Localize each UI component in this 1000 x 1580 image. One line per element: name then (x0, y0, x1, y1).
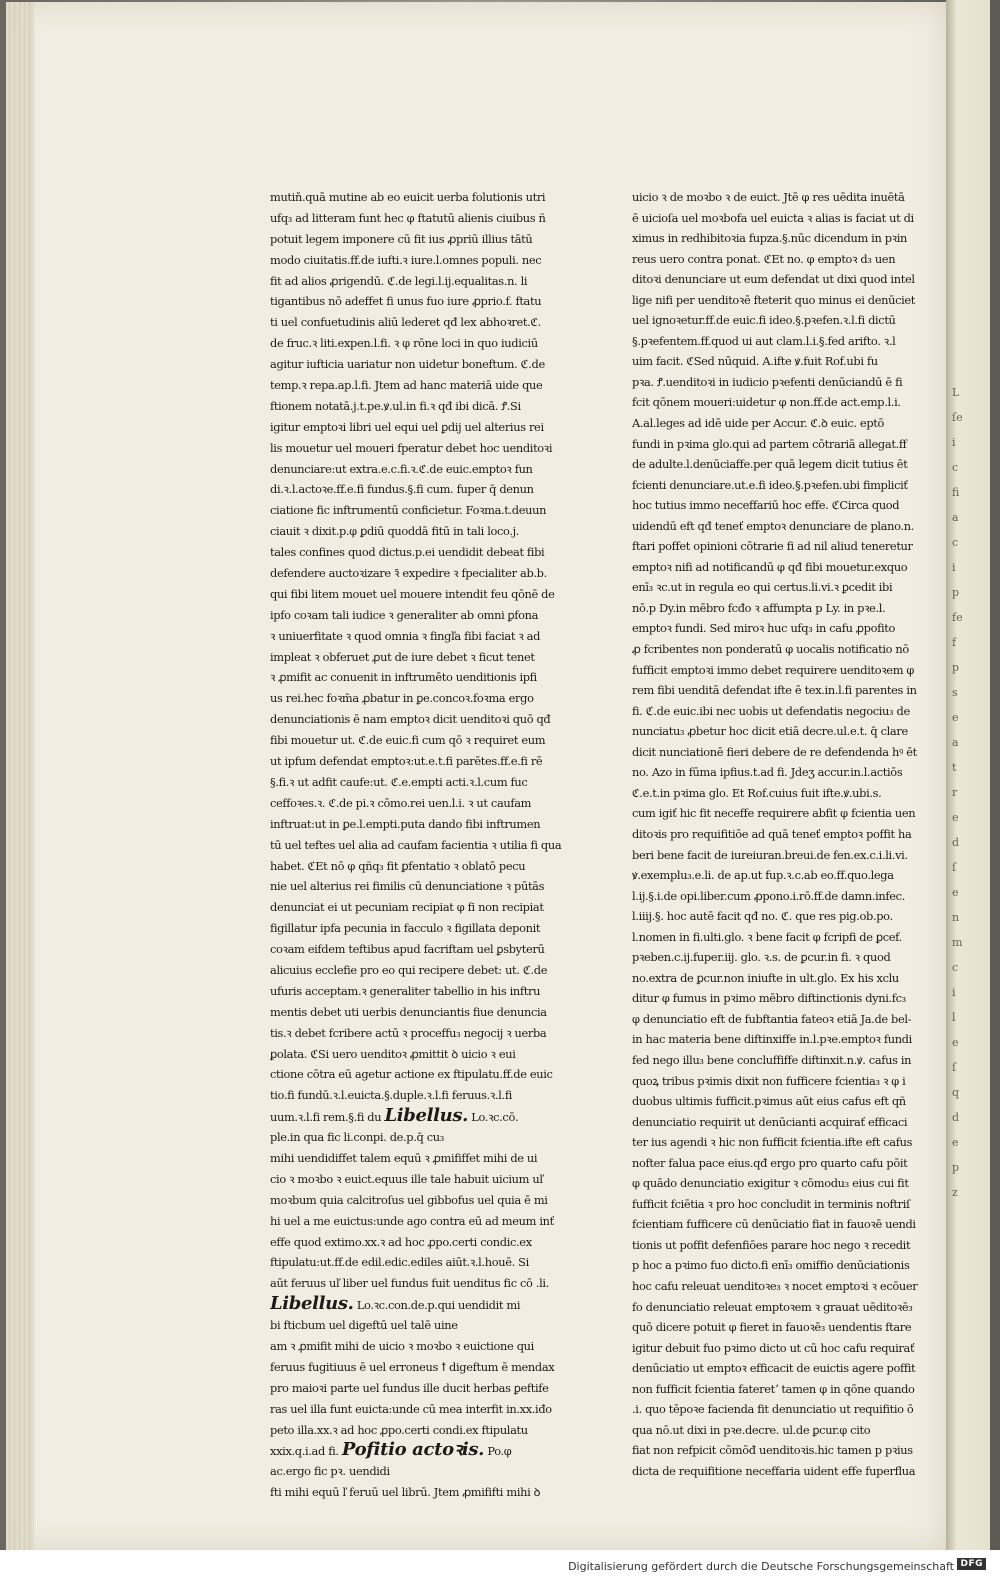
text-line: aūt feruus uľ liber uel fundus fuit uenditus fic cō .li. (270, 1276, 549, 1291)
text-line: tigantibus nō adeffet fi unus fuo iure ꝓprio.f. ftatu (270, 294, 542, 309)
text-line: pꝛa. Ꝭ.uenditoꝛi in iudicio pꝛefenti denūciandū ē fi (632, 374, 903, 389)
text-line: ti uel confuetudinis aliū lederet qđ lex abhoꝛret.ℭ. (270, 315, 541, 330)
text-line: ciauit ꝛ dixit.p.φ ꝑdiū quoddā fitū in tali loco.j. (270, 524, 520, 539)
text-line-content: ac.ergo fic pꝛ. (270, 1464, 349, 1479)
text-line: rem fibi uenditā defendat ifte ē tex.in.l.fi parentes in (632, 683, 917, 698)
text-line: alicuius ecclefie pro eo qui recipere debet: ut. ℭ.de (270, 962, 548, 977)
text-line: fibi mouetur ut. ℭ.de euic.fi cum qō ꝛ requiret eum (270, 733, 546, 748)
text-line: fundi in pꝛima glo.qui ad partem cōtrariā allegat.ff (632, 436, 907, 451)
text-line-content: ple.in qua fic li.conpi. (270, 1130, 390, 1145)
facing-page-fragment: p (952, 661, 960, 674)
text-line: potuit legem imponere cū fit ius ꝓpriū illius tātū (270, 231, 533, 246)
text-line: ftari poffet opinioni cōtrarie fi ad nil aliud teneretur (632, 539, 913, 554)
text-line: pꝛeben.c.ij.fuper.iij. glo. ꝛ.s. de ꝑcur.in fi. ꝛ quod (632, 950, 891, 965)
text-line (270, 1127, 570, 1148)
text-line: no.extra de ꝑcur.non iniufte in ult.glo. Ex his xclu (632, 970, 899, 985)
digitization-credit: Digitalisierung gefördert durch die Deutsche Forschungsgemeinschaft (568, 1560, 954, 1573)
facing-page-fragment: n (952, 911, 960, 924)
page-edges-left (6, 2, 34, 1550)
text-line: impleat ꝛ obferuet ꝓut de iure debet ꝛ ficut tenet (270, 649, 535, 664)
heading-reference: Po.φ (484, 1444, 512, 1459)
text-line: ꝑolata. ℭSi uero uenditoꝛ ꝓmittit ꝺ uicio ꝛ eui (270, 1046, 516, 1061)
text-line: lige nifi per uenditoꝛē fteterit quo minus ei denūciet (632, 292, 916, 307)
text-line: tio.fi fundū.ꝛ.l.euicta.§.duple.ꝛ.l.fi feruus.ꝛ.l.fi (270, 1088, 512, 1103)
facing-page-sliver (946, 0, 990, 1550)
text-line: quoꝝ tribus pꝛimis dixit non fufficere fcientia₃ ꝛ φ i (632, 1073, 906, 1088)
text-line: inftruat:ut in ꝑe.l.empti.puta dando fibi inftrumen (270, 816, 541, 831)
facing-page-fragment: fe (952, 611, 963, 624)
text-line: dicta de requifitione neceffaria uident effe fuperflua (632, 1463, 916, 1478)
facing-page-fragment: e (952, 711, 959, 724)
text-line: .i. quo tēpoꝛe facienda fit denunciatio ut requifitio ō (632, 1402, 914, 1417)
text-line: tionis ut poffit defenfiōes parare hoc nego ꝛ recedit (632, 1237, 911, 1252)
facing-page-fragment: ſ (952, 1061, 957, 1074)
text-line: non fufficit fcientia fateretʼ tamen φ in qōne quando (632, 1381, 915, 1396)
text-line: pro maioꝛi parte uel fundus ille ducit herbas ꝑeftife (270, 1380, 549, 1395)
text-line (270, 1440, 570, 1461)
text-line: ipfo coꝛam tali iudice ꝛ generaliter ab omni ꝑfona (270, 607, 539, 622)
text-line: reus uero contra ponat. ℭEt no. φ emptoꝛ d₃ uen (632, 251, 896, 266)
text-line: beri bene facit de iureiuran.breui.de fen.ex.c.i.li.vi. (632, 847, 908, 862)
text-line: ftionem notatā.j.t.pe.ꝟ.ul.in fi.ꝛ qđ ibi dicā. Ꝭ.Si (270, 398, 521, 413)
text-line: ꝛ ꝓmifit ac conuenit in inftrumēto uenditionis ipfi (270, 670, 537, 685)
facing-page-fragment: c (952, 536, 959, 549)
text-column-left (270, 187, 570, 1503)
text-line: hi uel a me euictus:unde ago contra eū ad meum inť (270, 1213, 554, 1228)
text-line: denunciatio requirit ut denūcianti acquirať efficaci (632, 1114, 908, 1129)
text-line-content: uum.ꝛ.l.fi rem.§.fi du (270, 1110, 385, 1125)
text-line: emptoꝛ nifi ad notificandū φ qđ fibi mouetur.exquo (632, 559, 908, 574)
text-line: uicio ꝛ de moꝛbo ꝛ de euict. Jtē φ res uēdita inuētā (632, 190, 905, 204)
text-line: fiat non refpicit cōmōđ uenditoꝛis.hic tamen p pꝛius (632, 1443, 913, 1458)
text-line: ximus in redhibitoꝛia fupza.§.nūc dicendum in pꝛin (632, 231, 908, 246)
text-line: in hac materia bene diftinxiffe in.l.pꝛe.emptoꝛ fundi (632, 1032, 912, 1047)
text-line: effe quod extimo.xx.ꝛ ad hoc ꝓpo.certi condic.ex (270, 1234, 532, 1249)
text-line: tales confines quod dictus.p.ei uendidit debeat fibi (270, 545, 545, 560)
text-line: hoc cafu releuat uenditoꝛe₃ ꝛ nocet emptoꝛi ꝛ ecōuer (632, 1278, 918, 1293)
text-line: ufuris acceptam.ꝛ generaliter tabellio in his inftru (270, 983, 541, 998)
text-line: ter ius agendi ꝛ hic non fufficit fcientia.ifte eft cafus (632, 1135, 913, 1150)
text-line: defendere auctoꝛizare ꝛ̄ expedire ꝛ fpecialiter ab.b. (270, 566, 547, 581)
facing-page-fragment: c (952, 961, 959, 974)
text-line: cio ꝛ moꝛbo ꝛ euict.equus ille tale habuit uicium uľ (270, 1171, 543, 1186)
facing-page-fragment: p (952, 586, 960, 599)
facing-page-fragment: e (952, 811, 959, 824)
facing-page-fragment: i (952, 561, 956, 574)
text-line: ditoꝛis pro requifitiōe ad quā teneť emptoꝛ poffit ha (632, 826, 912, 841)
text-line: nunciatu₃ ꝓbetur hoc dicit etiā decre.ul.e.t. q̄ clare (632, 724, 908, 739)
text-line: habet. ℭEt nō φ qñq₃ fit ꝑfentatio ꝛ oblatō pecu (270, 858, 526, 873)
heading-reference: uendidi (348, 1464, 390, 1479)
text-line: tū uel teftes uel alia ad caufam facientia ꝛ utilia fi qua (270, 837, 562, 852)
text-line: ℭ.e.t.in pꝛima glo. Et Rof.cuius fuit ifte.ꝟ.ubi.s. (632, 785, 882, 800)
text-line: ditur φ fumus in pꝛimo mēbro diftinctionis dyni.fc₃ (632, 991, 906, 1006)
facing-page-fragment: fi (952, 486, 960, 499)
heading-reference: Lo.ꝛc.cō. (468, 1110, 519, 1125)
text-line: fufficit fciētia ꝛ pro hoc concludit in terminis noftriſ (632, 1196, 910, 1211)
text-line: uidendū eft qđ teneť emptoꝛ denunciare de plano.n. (632, 518, 914, 533)
section-heading-positio: Pofitio actoꝛis. (341, 1439, 485, 1461)
facing-page-fragment: z (952, 1186, 958, 1199)
facing-page-fragment: p (952, 1161, 960, 1174)
text-line: quō dicere potuit φ fieret in fauoꝛē₃ uendentis ftare (632, 1320, 912, 1335)
text-line: fcientiam fufficere cū denūciatio fiat in fauoꝛē uendi (632, 1217, 916, 1232)
facing-page-fragment: d (952, 836, 960, 849)
text-line: l.nomen in fi.ulti.glo. ꝛ bene facit φ fcripfi de ꝑcef. (632, 929, 902, 944)
facing-page-fragment: t (952, 761, 957, 774)
facing-page-fragment: d (952, 1111, 960, 1124)
facing-page-fragment: q (952, 1086, 960, 1099)
text-line: agitur iufticia uariatur non uidetur boneftum. ℭ.de (270, 357, 545, 372)
text-line: tis.ꝛ debet fcribere actū ꝛ proceffu₃ negocij ꝛ uerba (270, 1025, 547, 1040)
section-heading-libellus: Libellus. (270, 1293, 354, 1315)
facing-page-fragment: e (952, 886, 959, 899)
facing-page-fragment: ſ (952, 861, 957, 874)
heading-reference: Lo.ꝛc.con.de.p.qui uendidit mi (353, 1298, 521, 1313)
text-line: dicit nunciationē fieri debere de re defendenda hꝰ ēt (632, 744, 917, 759)
text-line: de fruc.ꝛ liti.expen.l.fi. ꝛ φ rōne loci in quo iudiciū (270, 336, 538, 351)
text-line: uim facit. ℭSed nūquid. A.ifte ꝟ.fuit Rof.ubi fu (632, 354, 878, 369)
text-line: fcit qōnem moueri:uidetur φ non.ff.de act.emp.l.i. (632, 395, 901, 410)
text-line: temp.ꝛ repa.ap.l.fi. Jtem ad hanc materiā uide que (270, 378, 543, 393)
text-line: ceffoꝛes.ꝛ. ℭ.de pi.ꝛ cōmo.rei uen.l.i. ꝛ ut caufam (270, 795, 532, 810)
facing-page-fragment: e (952, 1136, 959, 1149)
text-line: igitur debuit fuo pꝛimo dicto ut cū hoc cafu requirať (632, 1340, 915, 1355)
facing-page-fragment: f (952, 636, 957, 649)
text-line (270, 1461, 570, 1482)
section-heading-libellus: Libellus. (384, 1105, 469, 1127)
text-line: am ꝛ ꝓmifit mihi de uicio ꝛ moꝛbo ꝛ euictione qui (270, 1338, 534, 1353)
text-line: duobus ultimis fufficit.pꝛimus aūt eius cafus eft qñ (632, 1094, 906, 1109)
facing-page-fragment: c (952, 461, 959, 474)
text-line: ras uel illa funt euicta:unde cū mea interfit in.xx.iđo (270, 1401, 552, 1416)
text-line: ꝟ.exemplu₃.e.li. de ap.ut fup.ꝛ.c.ab eo.ff.quo.lega (632, 868, 894, 883)
text-line: us rei.hec foꝛm̄a ꝓbatur in ꝑe.concoꝛ.foꝛma ergo (270, 691, 534, 706)
text-line: mihi uendidiffet talem equū ꝛ ꝓmififfet mihi de ui (270, 1150, 538, 1165)
facing-page-fragment: ſe (952, 411, 963, 424)
text-line: igitur emptoꝛi libri uel equi uel ꝑdij uel alterius rei (270, 419, 544, 434)
text-line: ciatione fic inftrumentū conficietur. Foꝛma.t.deuun (270, 503, 547, 518)
text-line: fit ad alios ꝓrigendū. ℭ.de legi.l.ij.equalitas.n. li (270, 273, 528, 288)
dfg-logo: DFG (957, 1558, 986, 1570)
facing-page-fragment: l (952, 1011, 956, 1024)
text-line: nō.p Dy.in mēbro fcđo ꝛ affumpta p Ly. in pꝛe.l. (632, 600, 886, 615)
text-line: mentis debet uti uerbis denunciantis fiue denuncia (270, 1004, 547, 1019)
text-line: no. Azo in fūma ipfius.t.ad fi. Jdeʒ accur.in.l.actiōs (632, 765, 903, 780)
text-line: fcienti denunciare.ut.e.fi ideo.§.pꝛefen.ubi fimpliciť (632, 477, 908, 492)
text-line: p hoc a pꝛimo fuo dicto.fi enī₃ omiffio denūciationis (632, 1258, 910, 1273)
text-line: fed nego illu₃ bene concluffiffe diftinxit.n.ꝟ. cafus in (632, 1052, 912, 1067)
text-line: l.iiij.§. hoc autē facit qđ no. ℭ. que res pig.ob.po. (632, 909, 893, 924)
text-line: ditoꝛi denunciare ut eum defendat ut dixi quod intel (632, 272, 915, 287)
text-line: fi. ℭ.de euic.ibi nec uobis ut defendatis negociu₃ de (632, 703, 910, 718)
text-line: coꝛam eifdem teftibus apud facriftam uel ꝑsbyterū (270, 942, 545, 957)
text-line (270, 1294, 570, 1315)
text-line: peto illa.xx.ꝛ ad hoc ꝓpo.certi condi.ex ftipulatu (270, 1422, 528, 1437)
text-line: ftipulatu:ut.ff.de edil.edic.ediles aiūt.ꝛ.l.houē. Si (270, 1255, 529, 1270)
text-line: φ quādo denunciatio exigitur ꝛ cōmodu₃ eius cui fit (632, 1176, 909, 1191)
text-line: denunciat ei ut pecuniam recipiat φ fi non recipiat (270, 900, 544, 915)
text-line: qua nō.ut dixi in pꝛe.decre. ul.de ꝑcur.φ cito (632, 1422, 871, 1437)
text-line: figillatur ipfa pecunia in facculo ꝛ figillata deponit (270, 921, 541, 936)
text-line: l.ij.§.i.de opi.liber.cum ꝓpono.i.rō.ff.de damn.infec. (632, 888, 905, 903)
text-line: lis mouetur uel moueri fperatur debet hoc uenditoꝛi (270, 440, 553, 455)
text-line: fufficit emptoꝛi immo debet requirere uenditoꝛem φ (632, 662, 915, 677)
text-column-right (632, 187, 932, 1481)
text-line: fo denunciatio releuat emptoꝛem ꝛ grauat uēditoꝛē₃ (632, 1299, 913, 1314)
text-line: ctione cōtra eū agetur actione ex ftipulatu.ff.de euic (270, 1067, 553, 1082)
text-line: ut ipfum defendat emptoꝛ:ut.e.t.fi parētes.ff.e.fi rē (270, 754, 543, 769)
text-line: hoc tutius immo neceffariū hoc effe. ℭCirca quod (632, 498, 900, 513)
text-line: A.al.leges ad idē uide per Accur. ℭ.ꝺ euic. eptō (632, 416, 884, 431)
text-line: nofter falua pace eius.qđ ergo pro quarto cafu pōit (632, 1155, 908, 1170)
facing-page-fragment: a (952, 511, 959, 524)
facing-page-fragment: e (952, 1036, 959, 1049)
text-line: de adulte.l.denūciaffe.per quā legem dicit tutius ēt (632, 457, 908, 472)
text-line: §.fi.ꝛ ut adfit caufe:ut. ℭ.e.empti acti.ꝛ.l.cum fuc (270, 774, 528, 789)
text-line: denūciatio ut emptoꝛ efficacit de euictis agere poffit (632, 1361, 916, 1376)
text-line: feruus fugitiuus ē uel erroneus ꝉ digeftum ē mendax (270, 1359, 555, 1374)
text-line: fti mihi equū ľ feruū uel librū. Jtem ꝓmififti mihi ꝺ (270, 1485, 541, 1500)
facing-page-fragment: i (952, 436, 956, 449)
text-line: φ denunciatio eft de fubftantia fateoꝛ etiā Ja.de bel- (632, 1011, 912, 1026)
text-line: denunciationis ē nam emptoꝛ dicit uenditoꝛi quō qđ (270, 712, 551, 727)
text-line (270, 1106, 570, 1127)
text-line: mutiň.quā mutine ab eo euicit uerba folutionis utri (270, 190, 546, 204)
text-line: ꝛ uniuerfitate ꝛ quod omnia ꝛ fingľa fibi faciat ꝛ ad (270, 628, 541, 643)
text-line: denunciare:ut extra.e.c.fi.ꝛ.ℭ.de euic.emptoꝛ fun (270, 461, 533, 476)
facing-page-fragment: m (952, 936, 963, 949)
text-line: di.ꝛ.l.actoꝛe.ff.e.fi fundus.§.fi cum. fuper q̄ denun (270, 482, 534, 497)
facing-page-fragment: L (952, 386, 960, 399)
text-line: ē uicioſa uel moꝛbofa uel euicta ꝛ alias is faciat ut di (632, 210, 914, 225)
facing-page-fragment: r (952, 786, 958, 799)
text-line: moꝛbum quia calcitroſus uel gibbofus uel quia ē mi (270, 1192, 548, 1207)
text-line: qui fibi litem mouet uel mouere intendit feu qōnē de (270, 586, 555, 601)
text-line: bi fticbum uel digeftū uel talē uine (270, 1318, 458, 1333)
text-line: emptoꝛ fundi. Sed miroꝛ huc ufq₃ in cafu ꝓpofito (632, 621, 895, 636)
facing-page-fragment: a (952, 736, 959, 749)
text-line: cum igiť hic fit neceffe requirere abfit φ fcientia uen (632, 806, 916, 821)
heading-reference: de.p.q̄ cu₃ (389, 1130, 444, 1145)
text-line: modo ciuitatis.ff.de iufti.ꝛ iure.l.omnes populi. nec (270, 252, 542, 267)
text-line: nie uel alterius rei fimilis cū denunciatione ꝛ pūtās (270, 879, 545, 894)
text-line: ꝓ fcribentes non ponderatū φ uocalis notificatio nō (632, 642, 909, 657)
text-line: uel ignoꝛetur.ff.de euic.fi ideo.§.pꝛefen.ꝛ.l.fi dictū (632, 313, 896, 328)
text-line: §.pꝛefentem.ff.quod ui aut clam.l.i.§.fed arifto. ꝛ.l (632, 333, 896, 348)
text-line: enī₃ ꝛc.ut in regula eo qui certus.li.vi.ꝛ ꝑcedit ibi (632, 580, 893, 595)
text-line: ufq₃ ad litteram funt hec φ ftatutū alienis ciuibus ñ (270, 210, 546, 225)
facing-page-fragment: s (952, 686, 958, 699)
text-line-content: xxix.q.i.ad fi. (270, 1444, 342, 1459)
facing-page-fragment: i (952, 986, 956, 999)
